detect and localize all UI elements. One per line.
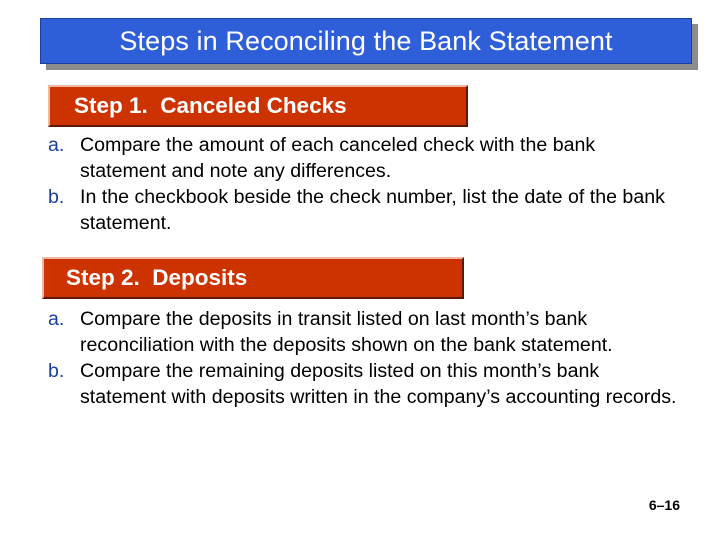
list-item-text: Compare the amount of each canceled check with the bank statement and note any differences.: [80, 134, 596, 182]
page-number: 6–16: [648, 497, 680, 513]
step2-list: [48, 306, 680, 410]
step2-heading: Step 2. Deposits: [66, 265, 248, 290]
step1-list: [48, 132, 680, 236]
title-bar: [40, 18, 692, 64]
list-item-text: Compare the deposits in transit listed on last month’s bank reconciliation with the deposits shown on the bank statement.: [80, 308, 613, 356]
step1-banner: [48, 85, 468, 127]
list-marker: b.: [48, 186, 65, 208]
list-item: [48, 306, 680, 358]
list-item-text: In the checkbook beside the check number, list the date of the bank statement.: [80, 186, 665, 234]
list-marker: a.: [48, 308, 65, 330]
list-item: [48, 132, 680, 184]
list-item: [48, 184, 680, 236]
step2-banner: [42, 257, 464, 299]
list-marker: a.: [48, 134, 65, 156]
slide-title: Steps in Reconciling the Bank Statement: [119, 25, 613, 56]
list-marker: b.: [48, 360, 65, 382]
list-item: [48, 358, 680, 410]
step1-heading: Step 1. Canceled Checks: [74, 93, 347, 118]
list-item-text: Compare the remaining deposits listed on this month’s bank statement with deposits written in the company’s accounting records.: [80, 360, 677, 408]
